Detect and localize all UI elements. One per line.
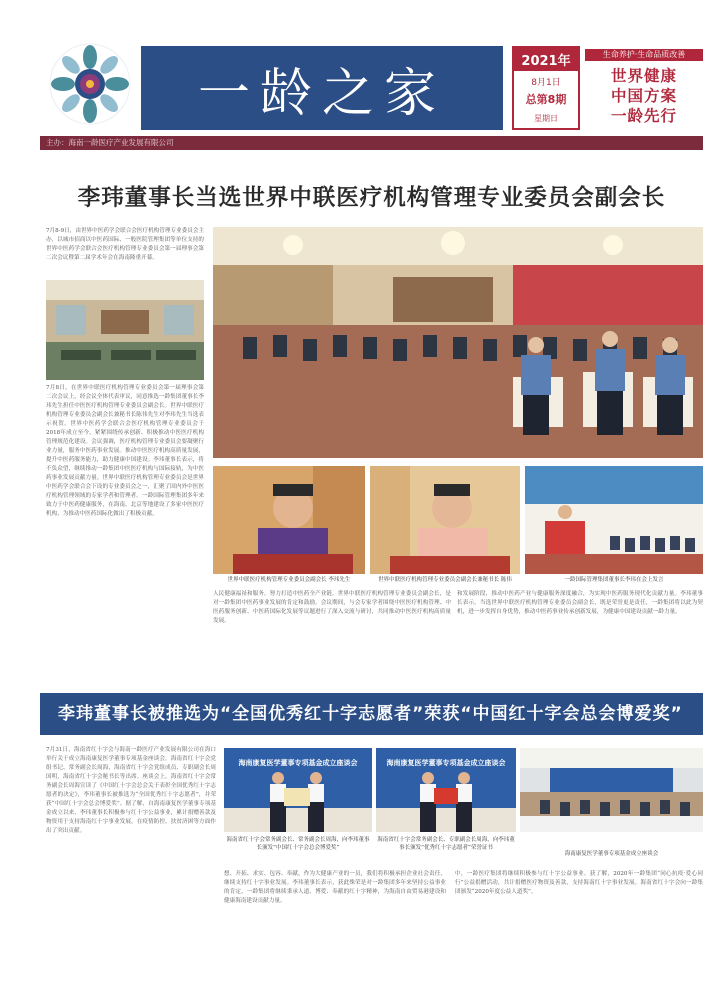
article1-photo-speaker-1 [213,466,365,574]
one-age-logo [48,42,132,126]
slogan-tagline: 生命养护·生命品质改善 [585,49,703,61]
article2-banner-text-2: 海南康复医学董事专项基金成立座谈会 [386,759,506,767]
article1-photo-speech [525,466,703,574]
issue-weekday: 星期日 [534,114,558,123]
article1-body-col1: 7月8日，在世界中联医疗机构管理专业委员会第一届理事会第二次会议上，经会议全体代表审议，同意推选一龄集团董事长李玮先生担任中医医疗机构管理专业委员会副会长。世界中联医疗机构管理专业委员会副会长兼秘书长陈伟先生对李玮先生当选表示祝贺。世界中医药学会联合会医疗机构管理专业委员会于2018年成立至今，紧紧围绕传承创新、积极推动中医医疗机构管理规范化建设。会议强调，医疗机构管理专业委员会要凝聚行业力量，服务中医药事业发展。推动中医医疗机构高质量发展，提升中医药服务能力，助力健康中国建设。李玮董事长表示，将不负众望，继续推动一龄集团中医医疗机构与国际接轨，为中医药事业发展贡献力量。世界中联医疗机构管理专业委员会是世界中医药学会联合会下设的专业委员会之一，汇聚了国内外中医医疗机构管理领域的专家学者和管理者。一龄国际管理集团多年来致力于中医药健康服务，在海南、北京等地建设了多家中医医疗机构，为推动中医药国际化做出了积极贡献。 [46,385,204,517]
article2-body-col3: 中，一龄医疗集团将继续积极参与红十字公益事业。获了解，2020年一龄集团“同心抗疫·爱心同行”公益捐赠活动，共计捐赠医疗物资及善款，支持海南红十字事业发展。海南省红十字会向一龄集团颁发“2020年度公益人道奖”。 [455,871,703,895]
article2-headline: 李玮董事长被推选为“全国优秀红十字志愿者”荣获“中国红十字会总会博爱奖” [40,693,703,735]
issue-number: 总第8期 [525,93,567,106]
issue-year: 2021年 [514,48,578,71]
article2-caption-3: 海南康复医学董事专项基金成立座谈会 [564,851,659,857]
article2-caption-1: 海南省红十字会常务副会长、常务副会长周海，向李玮董事长颁发“中国红十字会总会博爱奖” [226,837,370,851]
article1-body-col2: 人民健康福祉和服务，努力打造中医药全产业链。世界中联医疗机构管理专业委员会副会长，是对一龄集团中医药事业发展的肯定和鼓励。会议期间，与会专家学者围绕中医医疗机构管理、中医药服务创新、中医药国际化发展等议题进行了深入交流与研讨，共同推动中医医疗机构高质量发展。 [213,591,451,624]
slogan-line-3: 一龄先行 [610,107,677,125]
article2-photo-award-2 [376,748,516,832]
article1-caption-1: 世界中联医疗机构管理专业委员会副会长 李玮先生 [227,577,351,583]
slogan [585,66,703,126]
article1-headline: 李玮董事长当选世界中联医疗机构管理专业委员会副会长 [77,185,666,211]
article1-photo-speaker-2 [370,466,520,574]
masthead-title: 一龄之家 [141,46,503,130]
article1-caption-3: 一龄国际管理集团董事长李玮在会上发言 [564,577,664,583]
sponsor-bar: 主办：海南一龄医疗产业发展有限公司 [40,136,703,150]
article1-lead-text: 7月8-9日，由世界中医药学会联合会医疗机构管理专业委员会主办，以城市招商以中医药国际、一般医院管理集团等单位支持的世界中医药学会联合会医疗机构管理专业委员会第一届理事会第二次会议暨第二届学术年会在海南隆重开幕。 [46,228,204,261]
article2-photo-award-1 [224,748,372,832]
article1-caption-2: 世界中联医疗机构管理专业委员会副会长兼秘书长 陈伟 [378,577,512,583]
article2-body-col1: 7月31日，海南省红十字会与海南一龄医疗产业发展有限公司在海口举行关于成立海南康复医学董事专项基金座谈会。海南省红十字会党组书记、常务副会长周海，海南省红十字会党组成员、专职副会长周国明，海南省红十字会秘书长等出席。座谈会上，海南省红十字会常务副会长周海宣读了《中国红十字会总会关于表彰全国优秀红十字志愿者的决定》，李玮董事长被推选为“全国优秀红十字志愿者”，并荣获“中国红十字会总会博爱奖”。据了解，自海南康复医学董事专项基金成立以来，李玮董事长积极参与红十字公益事业，累计捐赠善款及物资用于支持海南红十字事业发展，在疫情防控、扶贫济困等方面作出了突出贡献。 [46,747,216,834]
slogan-line-2: 中国方案 [610,87,677,105]
slogan-line-1: 世界健康 [610,67,677,85]
article1-photo-meeting [213,227,703,458]
article2-banner-text-1: 海南康复医学董事专项基金成立座谈会 [238,759,358,767]
issue-date: 8月1日 [531,78,561,88]
issue-date-box [512,46,580,130]
article1-body-col3: 和发展阶段，推动中医药产业与健康服务深度融合，为实现中医药服务现代化贡献力量。李玮董事长表示，当选世界中联医疗机构管理专业委员会副会长，既是荣誉更是责任，一龄集团将以此为契机，进一步发挥自身优势，推动中医药事业传承创新发展，为健康中国建设贡献一龄力量。 [457,591,703,615]
article2-photo-symposium [520,748,703,832]
article1-photo-venue [46,280,204,380]
article2-caption-2: 海南省红十字会常务副会长、专职副会长周海，向李玮董事长颁发“优秀红十字志愿者”荣誉证书 [377,837,515,851]
article2-body-col2: 想、开拓、求实、包容、奉献，作为大健康产业的一员，我们将积极承担企业社会责任，继续支持红十字事业发展。李玮董事长表示，获此殊荣是对一龄集团多年来坚持公益事业的肯定，一龄集团将继续秉承人道、博爱、奉献的红十字精神，为海南自由贸易港建设和健康海南建设贡献力量。 [224,871,446,904]
